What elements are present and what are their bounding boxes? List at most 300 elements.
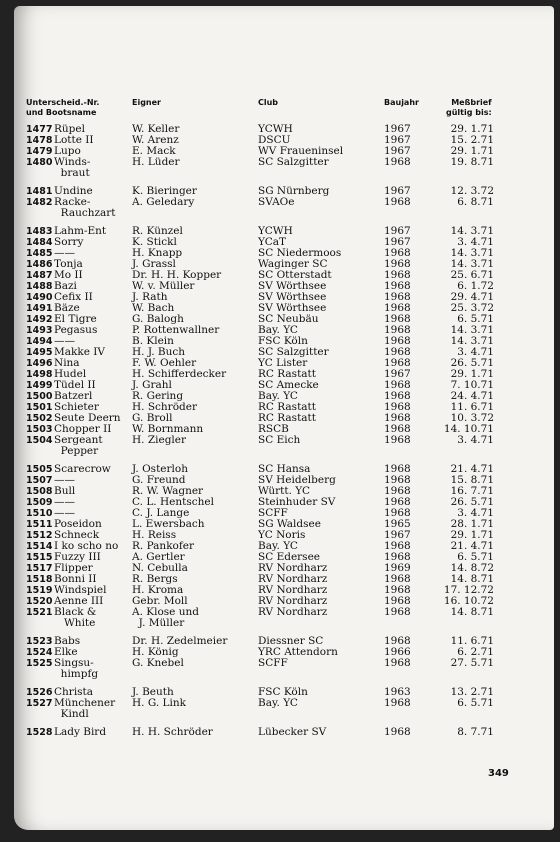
certificate-valid-until: 14. 3.71 [450, 258, 494, 270]
boat-name: Scarecrow [54, 463, 111, 475]
book-page [14, 6, 554, 830]
entry-number: 1492 [26, 314, 53, 325]
entry-number: 1490 [26, 292, 53, 303]
boat-name: Schneck [54, 529, 100, 541]
build-year: 1967 [384, 529, 411, 541]
entry-number: 1498 [26, 369, 53, 380]
owner-name: H. Kroma [132, 584, 184, 596]
boat-name: Singsu- [54, 657, 94, 669]
owner-name: J. Osterloh [132, 463, 188, 475]
club-name: RV Nordharz [258, 595, 328, 607]
owner-name: G. Broll [132, 412, 173, 424]
build-year: 1968 [384, 269, 411, 281]
club-name: RV Nordharz [258, 562, 328, 574]
certificate-valid-until: 3. 4.71 [457, 236, 494, 248]
boat-name: Cefix II [54, 291, 93, 303]
club-name: SVAOe [258, 196, 295, 208]
certificate-valid-until: 29. 1.71 [450, 145, 494, 157]
club-name: FSC Köln [258, 686, 308, 698]
owner-name: H. J. Buch [132, 346, 186, 358]
table-row [14, 727, 554, 738]
certificate-valid-until: 14. 8.71 [450, 606, 494, 618]
entry-number: 1524 [26, 647, 53, 658]
entry-number: 1493 [26, 325, 53, 336]
owner-name: A. Geledary [132, 196, 195, 208]
build-year: 1968 [384, 335, 411, 347]
build-year: 1968 [384, 291, 411, 303]
owner-name: W. Bornmann [132, 423, 204, 435]
boat-register-list [14, 124, 554, 738]
certificate-valid-until: 29. 1.71 [450, 529, 494, 541]
table-row [14, 698, 554, 709]
certificate-valid-until: 12. 3.72 [450, 185, 494, 197]
build-year: 1969 [384, 562, 411, 574]
build-year: 1968 [384, 258, 411, 270]
certificate-valid-until: 25. 6.71 [450, 269, 494, 281]
certificate-valid-until: 7. 10.71 [450, 379, 494, 391]
boat-name: Bäze [54, 302, 80, 314]
club-name: FSC Köln [258, 335, 308, 347]
owner-name: J. Grassl [132, 258, 176, 270]
boat-name: —— [54, 496, 75, 508]
build-year: 1967 [384, 145, 411, 157]
entry-number: 1501 [26, 402, 53, 413]
club-name: RV Nordharz [258, 573, 328, 585]
club-name: SC Niedermoos [258, 247, 342, 259]
club-name: SC Eich [258, 434, 301, 446]
build-year: 1968 [384, 595, 411, 607]
owner-name: H. Lüder [132, 156, 180, 168]
owner-name: Gebr. Moll [132, 595, 188, 607]
entry-number: 1477 [26, 124, 53, 135]
club-name: Waginger SC [258, 258, 328, 270]
certificate-valid-until: 21. 4.71 [450, 463, 494, 475]
owner-name: H. G. Link [132, 697, 186, 709]
entry-number: 1494 [26, 336, 53, 347]
owner-name: G. Knebel [132, 657, 184, 669]
boat-name: I ko scho no [54, 540, 119, 552]
boat-name: Kindl [54, 708, 89, 720]
certificate-valid-until: 27. 5.71 [450, 657, 494, 669]
owner-name: W. v. Müller [132, 280, 195, 292]
club-name: SG Nürnberg [258, 185, 330, 197]
club-name: YC Lister [258, 357, 308, 369]
build-year: 1968 [384, 463, 411, 475]
entry-number: 1503 [26, 424, 53, 435]
certificate-valid-until: 26. 5.71 [450, 496, 494, 508]
club-name: SC Salzgitter [258, 346, 329, 358]
build-year: 1968 [384, 434, 411, 446]
boat-name: Lotte II [54, 134, 94, 146]
entry-number: 1484 [26, 237, 53, 248]
owner-name: N. Cebulla [132, 562, 188, 574]
certificate-valid-until: 11. 6.71 [450, 401, 494, 413]
boat-name: Elke [54, 646, 78, 658]
certificate-valid-until: 16. 10.72 [443, 595, 494, 607]
entry-number: 1507 [26, 475, 53, 486]
owner-name: R. Bergs [132, 573, 178, 585]
certificate-valid-until: 6. 8.71 [457, 196, 494, 208]
certificate-valid-until: 6. 1.72 [457, 280, 494, 292]
owner-name: H. H. Schröder [132, 726, 213, 738]
build-year: 1968 [384, 346, 411, 358]
club-name: SV Wörthsee [258, 302, 327, 314]
owner-name: W. Bach [132, 302, 175, 314]
boat-name: Babs [54, 635, 81, 647]
certificate-valid-until: 13. 2.71 [450, 686, 494, 698]
boat-name: Bazi [54, 280, 77, 292]
club-name: SCFF [258, 507, 288, 519]
club-name: Bay. YC [258, 540, 298, 552]
boat-name: Rauchzart [54, 207, 116, 219]
boat-name: Batzerl [54, 390, 93, 402]
owner-name: A. Gertler [132, 551, 185, 563]
entry-number: 1481 [26, 186, 53, 197]
owner-name: H. Schröder [132, 401, 197, 413]
entry-number: 1515 [26, 552, 53, 563]
certificate-valid-until: 10. 3.72 [450, 412, 494, 424]
club-name: YRC Attendorn [258, 646, 338, 658]
certificate-valid-until: 15. 8.71 [450, 474, 494, 486]
certificate-valid-until: 28. 1.71 [450, 518, 494, 530]
owner-name: J. Rath [132, 291, 168, 303]
club-name: SV Heidelberg [258, 474, 336, 486]
club-name: SV Wörthsee [258, 291, 327, 303]
owner-name: J. Müller [132, 617, 185, 629]
entry-number: 1517 [26, 563, 53, 574]
club-name: Bay. YC [258, 390, 298, 402]
boat-name: Fuzzy III [54, 551, 101, 563]
table-row [14, 607, 554, 618]
boat-name: Seute Deern [54, 412, 121, 424]
club-name: Bay. YC [258, 324, 298, 336]
boat-name: Aenne III [54, 595, 104, 607]
boat-name: Tüdel II [54, 379, 96, 391]
certificate-valid-until: 6. 5.71 [457, 697, 494, 709]
build-year: 1968 [384, 390, 411, 402]
owner-name: R. Pankofer [132, 540, 195, 552]
build-year: 1968 [384, 485, 411, 497]
build-year: 1968 [384, 196, 411, 208]
build-year: 1968 [384, 280, 411, 292]
entry-number: 1523 [26, 636, 53, 647]
build-year: 1967 [384, 134, 411, 146]
entry-number: 1508 [26, 486, 53, 497]
build-year: 1963 [384, 686, 411, 698]
club-name: YC Noris [258, 529, 306, 541]
entry-number: 1526 [26, 687, 53, 698]
club-name: RV Nordharz [258, 584, 328, 596]
club-name: YCWH [258, 123, 293, 135]
certificate-valid-until: 24. 4.71 [450, 390, 494, 402]
table-row [14, 168, 554, 179]
entry-number: 1511 [26, 519, 53, 530]
entry-number: 1510 [26, 508, 53, 519]
header-owner: Eigner [132, 98, 161, 107]
entry-number: 1505 [26, 464, 53, 475]
entry-number: 1528 [26, 727, 53, 738]
entry-number: 1482 [26, 197, 53, 208]
table-row [14, 618, 554, 629]
club-name: DSCU [258, 134, 291, 146]
entry-number: 1496 [26, 358, 53, 369]
certificate-valid-until: 8. 7.71 [457, 726, 494, 738]
boat-name: braut [54, 167, 90, 179]
owner-name: K. Bieringer [132, 185, 197, 197]
header-year: Baujahr [384, 98, 419, 107]
certificate-valid-until: 21. 4.71 [450, 540, 494, 552]
owner-name: H. Reiss [132, 529, 177, 541]
owner-name: F. W. Oehler [132, 357, 197, 369]
build-year: 1968 [384, 697, 411, 709]
build-year: 1968 [384, 313, 411, 325]
entry-number: 1495 [26, 347, 53, 358]
club-name: SCFF [258, 657, 288, 669]
certificate-valid-until: 14. 3.71 [450, 225, 494, 237]
owner-name: Dr. H. H. Kopper [132, 269, 222, 281]
entry-number: 1514 [26, 541, 53, 552]
boat-name: White [54, 617, 96, 629]
table-row [14, 446, 554, 457]
header-club: Club [258, 98, 279, 107]
certificate-valid-until: 14. 3.71 [450, 324, 494, 336]
owner-name: G. Balogh [132, 313, 184, 325]
header-nr-boat: Unterscheid.-Nr. und Bootsname [26, 98, 100, 117]
build-year: 1967 [384, 185, 411, 197]
entry-number: 1478 [26, 135, 53, 146]
entry-number: 1483 [26, 226, 53, 237]
boat-name: Lady Bird [54, 726, 107, 738]
build-year: 1968 [384, 496, 411, 508]
build-year: 1968 [384, 657, 411, 669]
certificate-valid-until: 25. 3.72 [450, 302, 494, 314]
build-year: 1968 [384, 540, 411, 552]
page-number: 349 [488, 768, 509, 779]
owner-name: R. Gering [132, 390, 184, 402]
owner-name: J. Beuth [132, 686, 174, 698]
certificate-valid-until: 6. 5.71 [457, 313, 494, 325]
certificate-valid-until: 17. 12.72 [443, 584, 494, 596]
build-year: 1967 [384, 225, 411, 237]
entry-number: 1509 [26, 497, 53, 508]
boat-name: Winds- [54, 156, 91, 168]
entry-number: 1500 [26, 391, 53, 402]
boat-name: Sergeant [54, 434, 103, 446]
club-name: YCaT [258, 236, 287, 248]
owner-name: P. Rottenwallner [132, 324, 220, 336]
build-year: 1966 [384, 646, 411, 658]
boat-name: Hudel [54, 368, 87, 380]
certificate-valid-until: 3. 4.71 [457, 346, 494, 358]
boat-name: Poseidon [54, 518, 102, 530]
certificate-valid-until: 26. 5.71 [450, 357, 494, 369]
club-name: YCWH [258, 225, 293, 237]
owner-name: C. L. Hentschel [132, 496, 214, 508]
build-year: 1968 [384, 635, 411, 647]
club-name: Lübecker SV [258, 726, 327, 738]
owner-name: R. Künzel [132, 225, 183, 237]
boat-name: Schieter [54, 401, 99, 413]
build-year: 1968 [384, 357, 411, 369]
build-year: 1968 [384, 156, 411, 168]
boat-name: Undine [54, 185, 93, 197]
certificate-valid-until: 29. 1.71 [450, 123, 494, 135]
owner-name: K. Stickl [132, 236, 177, 248]
entry-number: 1527 [26, 698, 53, 709]
boat-name: —— [54, 507, 75, 519]
club-name: Diessner SC [258, 635, 324, 647]
certificate-valid-until: 6. 2.71 [457, 646, 494, 658]
boat-name: Lahm-Ent [54, 225, 107, 237]
club-name: RC Rastatt [258, 412, 316, 424]
boat-name: Mo II [54, 269, 83, 281]
table-row [14, 208, 554, 219]
owner-name: J. Grahl [132, 379, 172, 391]
certificate-valid-until: 14. 3.71 [450, 335, 494, 347]
owner-name: C. J. Lange [132, 507, 190, 519]
entry-number: 1521 [26, 607, 53, 618]
build-year: 1968 [384, 247, 411, 259]
owner-name: A. Klose und [132, 606, 199, 618]
certificate-valid-until: 14. 8.72 [450, 562, 494, 574]
club-name: RC Rastatt [258, 401, 316, 413]
club-name: Württ. YC [258, 485, 311, 497]
owner-name: R. W. Wagner [132, 485, 204, 497]
certificate-valid-until: 3. 4.71 [457, 434, 494, 446]
build-year: 1968 [384, 573, 411, 585]
owner-name: W. Keller [132, 123, 180, 135]
boat-name: Flipper [54, 562, 93, 574]
certificate-valid-until: 29. 1.71 [450, 368, 494, 380]
entry-number: 1520 [26, 596, 53, 607]
club-name: SC Neubäu [258, 313, 319, 325]
owner-name: B. Klein [132, 335, 174, 347]
entry-number: 1519 [26, 585, 53, 596]
boat-name: Racke- [54, 196, 91, 208]
owner-name: W. Arenz [132, 134, 179, 146]
boat-name: —— [54, 247, 75, 259]
certificate-valid-until: 15. 2.71 [450, 134, 494, 146]
boat-name: Rüpel [54, 123, 85, 135]
club-name: RC Rastatt [258, 368, 316, 380]
build-year: 1968 [384, 474, 411, 486]
boat-name: himpfg [54, 668, 99, 680]
certificate-valid-until: 29. 4.71 [450, 291, 494, 303]
build-year: 1968 [384, 412, 411, 424]
owner-name: H. Knapp [132, 247, 183, 259]
owner-name: E. Mack [132, 145, 176, 157]
club-name: RSCB [258, 423, 289, 435]
entry-number: 1485 [26, 248, 53, 259]
club-name: SC Salzgitter [258, 156, 329, 168]
build-year: 1968 [384, 726, 411, 738]
boat-name: Chopper II [54, 423, 112, 435]
boat-name: Makke IV [54, 346, 106, 358]
build-year: 1968 [384, 423, 411, 435]
boat-name: Windspiel [54, 584, 107, 596]
table-row [14, 157, 554, 168]
entry-number: 1525 [26, 658, 53, 669]
owner-name: H. Ziegler [132, 434, 187, 446]
build-year: 1968 [384, 507, 411, 519]
boat-name: Lupo [54, 145, 81, 157]
entry-number: 1502 [26, 413, 53, 424]
club-name: SC Edersee [258, 551, 321, 563]
build-year: 1967 [384, 123, 411, 135]
boat-name: Münchener [54, 697, 116, 709]
boat-name: —— [54, 474, 75, 486]
club-name: SC Otterstadt [258, 269, 332, 281]
boat-name: Tonja [54, 258, 83, 270]
entry-number: 1486 [26, 259, 53, 270]
boat-name: Pepper [54, 445, 99, 457]
owner-name: G. Freund [132, 474, 186, 486]
club-name: SG Waldsee [258, 518, 321, 530]
certificate-valid-until: 19. 8.71 [450, 156, 494, 168]
club-name: SC Amecke [258, 379, 319, 391]
owner-name: H. König [132, 646, 179, 658]
entry-number: 1518 [26, 574, 53, 585]
certificate-valid-until: 14. 3.71 [450, 247, 494, 259]
build-year: 1968 [384, 551, 411, 563]
build-year: 1968 [384, 401, 411, 413]
entry-number: 1480 [26, 157, 53, 168]
boat-name: Christa [54, 686, 94, 698]
certificate-valid-until: 3. 4.71 [457, 507, 494, 519]
header-valid-until: Meßbrief gültig bis: [446, 98, 492, 117]
entry-number: 1488 [26, 281, 53, 292]
build-year: 1968 [384, 379, 411, 391]
boat-name: Bonni II [54, 573, 97, 585]
certificate-valid-until: 14. 10.71 [443, 423, 494, 435]
boat-name: Pegasus [54, 324, 98, 336]
boat-name: Black & [54, 606, 97, 618]
entry-number: 1479 [26, 146, 53, 157]
boat-name: Nina [54, 357, 80, 369]
club-name: RV Nordharz [258, 606, 328, 618]
owner-name: L. Ewersbach [132, 518, 205, 530]
build-year: 1968 [384, 606, 411, 618]
boat-name: Sorry [54, 236, 84, 248]
boat-name: Bull [54, 485, 76, 497]
certificate-valid-until: 11. 6.71 [450, 635, 494, 647]
build-year: 1967 [384, 368, 411, 380]
entry-number: 1512 [26, 530, 53, 541]
club-name: Steinhuder SV [258, 496, 336, 508]
certificate-valid-until: 6. 5.71 [457, 551, 494, 563]
certificate-valid-until: 16. 7.71 [450, 485, 494, 497]
entry-number: 1487 [26, 270, 53, 281]
build-year: 1968 [384, 324, 411, 336]
boat-name: —— [54, 335, 75, 347]
club-name: WV Fraueninsel [258, 145, 344, 157]
certificate-valid-until: 14. 8.71 [450, 573, 494, 585]
table-row [14, 669, 554, 680]
entry-number: 1491 [26, 303, 53, 314]
club-name: Bay. YC [258, 697, 298, 709]
club-name: SC Hansa [258, 463, 311, 475]
table-row [14, 709, 554, 720]
boat-name: El Tigre [54, 313, 97, 325]
club-name: SV Wörthsee [258, 280, 327, 292]
build-year: 1967 [384, 236, 411, 248]
entry-number: 1499 [26, 380, 53, 391]
owner-name: H. Schifferdecker [132, 368, 227, 380]
build-year: 1968 [384, 584, 411, 596]
build-year: 1965 [384, 518, 411, 530]
owner-name: Dr. H. Zedelmeier [132, 635, 228, 647]
build-year: 1968 [384, 302, 411, 314]
